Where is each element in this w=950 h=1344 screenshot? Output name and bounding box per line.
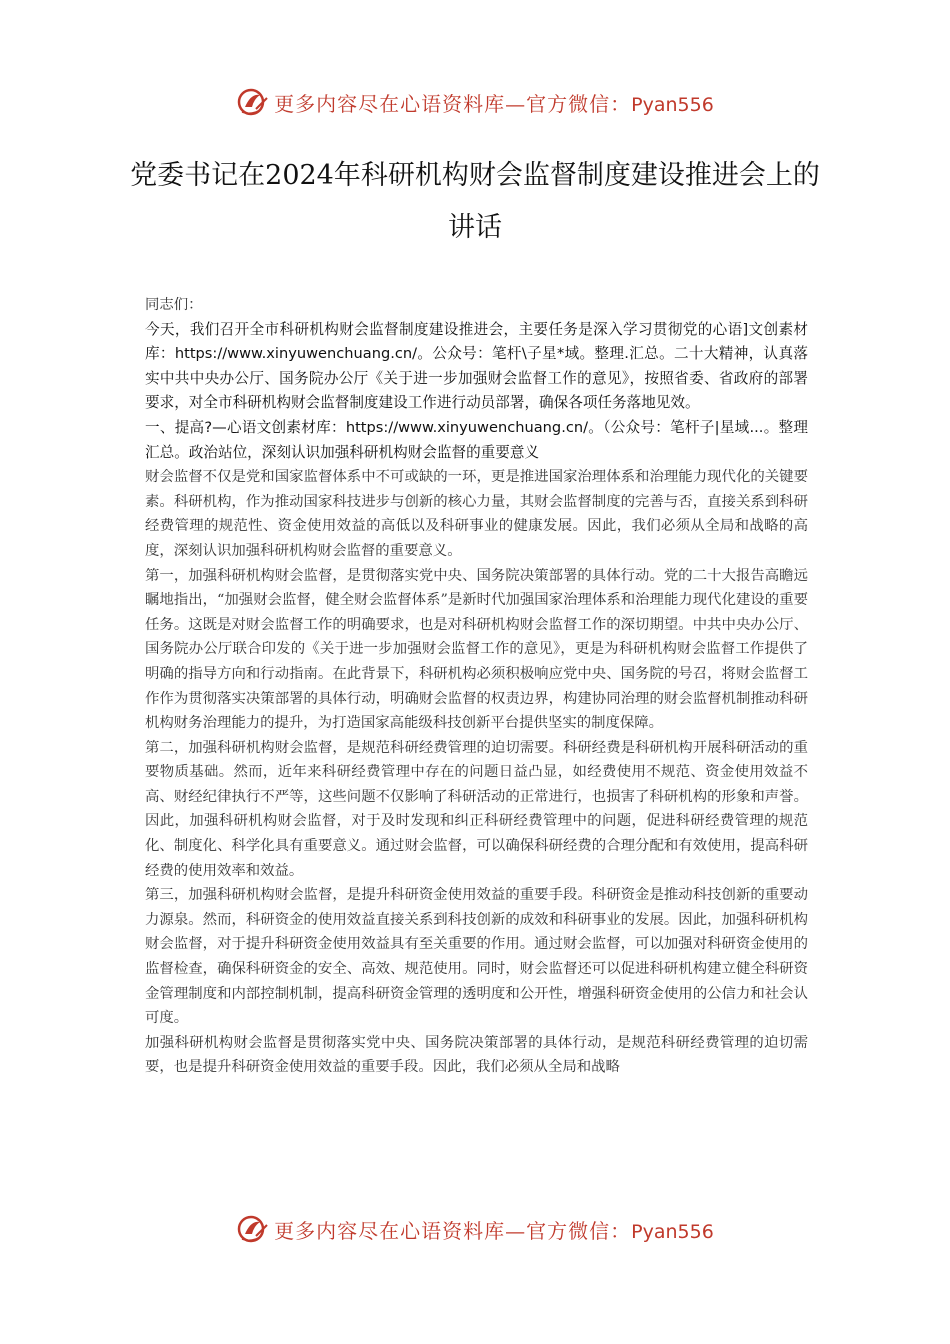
section-heading: 一、提高?—心语文创素材库：https://www.xinyuwenchuang.cn/。（公众号：笔杆子|星域...。整理汇总。政治站位，深刻认识加强科研机构财会监督的重要意义: [145, 418, 808, 461]
footer-banner: [0, 1209, 950, 1249]
body-paragraph: 第一，加强科研机构财会监督，是贯彻落实党中央、国务院决策部署的具体行动。党的二十大报告高瞻远瞩地指出，“加强财会监督，健全财会监督体系”是新时代加强国家治理体系和治理能力现代化建设的重要任务。这既是对财会监督工作的明确要求，也是对科研机构财会监督工作的深切期望。中共中央办公厅、国务院办公厅联合印发的《关于进一步加强财会监督工作的意见》，更是为科研机构财会监督工作提供了明确的指导方向和行动指南。在此背景下，科研机构必须积极响应党中央、国务院的号召，将财会监督工作作为贯彻落实决策部署的具体行动，明确财会监督的权责边界，构建协同治理的财会监督机制推动科研机构财务治理能力的提升，为打造国家高能级科技创新平台提供坚实的制度保障。: [145, 567, 808, 732]
banner-text: [274, 88, 714, 117]
banner-text: [274, 1215, 714, 1244]
body-paragraph: 第二，加强科研机构财会监督，是规范科研经费管理的迫切需要。科研经费是科研机构开展科研活动的重要物质基础。然而，近年来科研经费管理中存在的问题日益凸显，如经费使用不规范、资金使用效益不高、财经纪律执行不严等，这些问题不仅影响了科研活动的正常进行，也损害了科研机构的形象和声誉。因此，加强科研机构财会监督，对于及时发现和纠正科研经费管理中的问题，促进科研经费管理的规范化、制度化、科学化具有重要意义。通过财会监督，可以确保科研经费的合理分配和有效使用，提高科研经费的使用效率和效益。: [145, 739, 808, 879]
logo-icon: [236, 85, 270, 119]
banner-label: 更多内容尽在心语资料库—官方微信：: [274, 1218, 632, 1243]
header-banner: [0, 82, 950, 122]
article-body: [145, 293, 808, 1080]
page-title: 党委书记在2024年科研机构财会监督制度建设推进会上的讲话: [130, 160, 820, 243]
body-paragraph: 财会监督不仅是党和国家监督体系中不可或缺的一环，更是推进国家治理体系和治理能力现代化的关键要素。科研机构，作为推动国家科技进步与创新的核心力量，其财会监督制度的完善与否，直接关系到科研经费管理的规范性、资金使用效益的高低以及科研事业的健康发展。因此，我们必须从全局和战略的高度，深刻认识加强科研机构财会监督的重要意义。: [145, 469, 808, 559]
logo-icon: [236, 1212, 270, 1246]
salutation: 同志们：: [145, 297, 203, 313]
intro-paragraph: 今天，我们召开全市科研机构财会监督制度建设推进会，主要任务是深入学习贯彻党的心语]文创素材库：https://www.xinyuwenchuang.cn/。公众号：笔杆\子星*域。整理.汇总。二十大精神，认真落实中共中央办公厅、国务院办公厅《关于进一步加强财会监督工作的意见》，按照省委、省政府的部署要求，对全市科研机构财会监督制度建设工作进行动员部署，确保各项任务落地见效。: [145, 320, 808, 412]
wechat-id: Pyan556: [631, 93, 714, 116]
banner-label: 更多内容尽在心语资料库—官方微信：: [274, 91, 632, 116]
body-paragraph: 第三，加强科研机构财会监督，是提升科研资金使用效益的重要手段。科研资金是推动科技创新的重要动力源泉。然而，科研资金的使用效益直接关系到科技创新的成效和科研事业的发展。因此，加强科研机构财会监督，对于提升科研资金使用效益具有至关重要的作用。通过财会监督，可以加强对科研资金使用的监督检查，确保科研资金的安全、高效、规范使用。同时，财会监督还可以促进科研机构建立健全科研资金管理制度和内部控制机制，提高科研资金管理的透明度和公开性，增强科研资金使用的公信力和社会认可度。: [145, 887, 808, 1027]
body-paragraph: 加强科研机构财会监督是贯彻落实党中央、国务院决策部署的具体行动，是规范科研经费管理的迫切需要，也是提升科研资金使用效益的重要手段。因此，我们必须从全局和战略: [145, 1034, 808, 1076]
wechat-id: Pyan556: [631, 1220, 714, 1243]
